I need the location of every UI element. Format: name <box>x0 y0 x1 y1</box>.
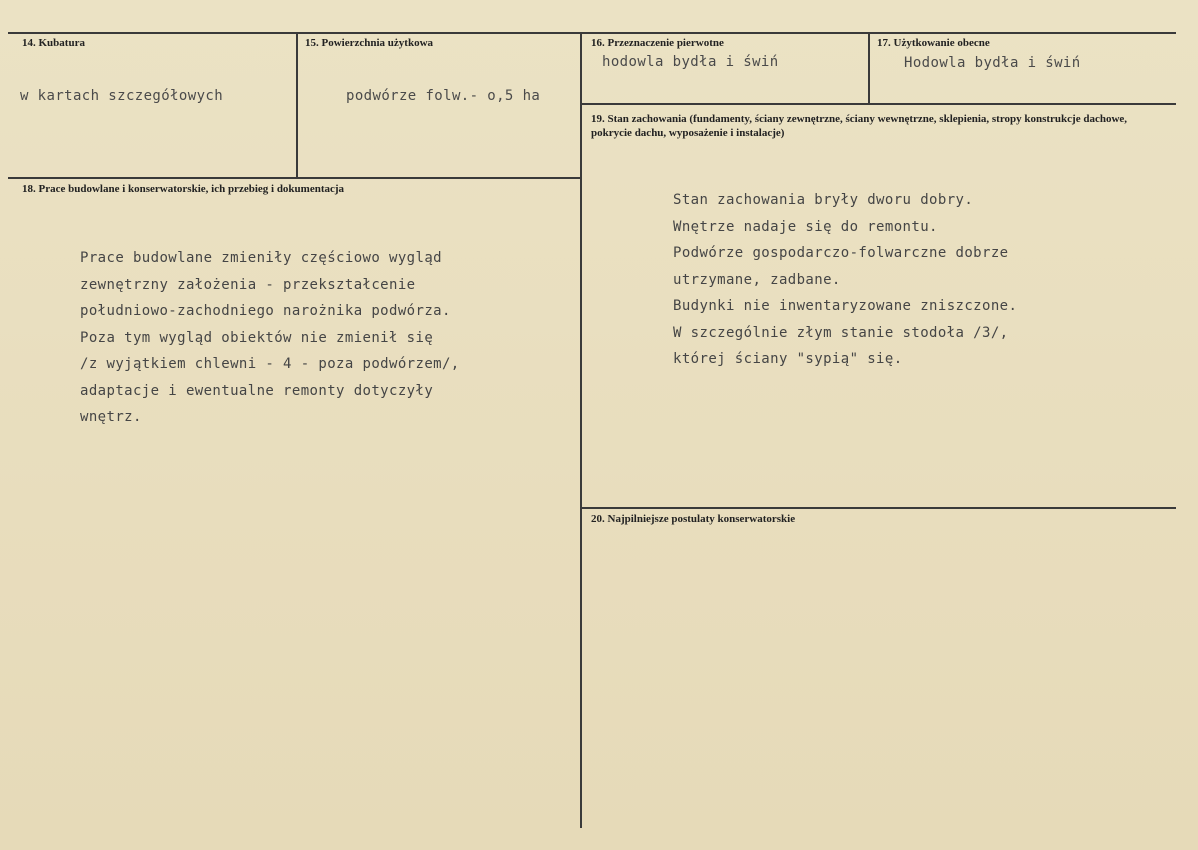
field-18-line: południowo-zachodniego narożnika podwórza. <box>80 303 451 319</box>
field-16-value: hodowla bydła i świń <box>602 54 779 70</box>
field-18-line: zewnętrzny założenia - przekształcenie <box>80 276 416 293</box>
field-19-line: W szczególnie złym stanie stodoła /3/, <box>673 324 1009 341</box>
divider-14-15 <box>296 33 298 177</box>
field-18-line: Poza tym wygląd obiektów nie zmienił się <box>80 329 434 346</box>
field-14-label: 14. Kubatura <box>22 37 85 49</box>
field-19-label: 19. Stan zachowania (fundamenty, ściany zewnętrzne, ściany wewnętrzne, sklepienia, stropy konstrukcje dachowe, pokrycie dachu, wyposażenie i instalacje) <box>591 113 1128 139</box>
field-19-line: Budynki nie inwentaryzowane zniszczone. <box>673 298 1018 314</box>
field-15-label: 15. Powierzchnia użytkowa <box>305 37 434 49</box>
field-19-text <box>673 187 1017 373</box>
divider-main <box>580 33 582 828</box>
field-19-line: Stan zachowania bryły dworu dobry. <box>673 192 974 208</box>
top-rule <box>8 32 1176 34</box>
field-18-text <box>80 245 460 431</box>
field-18-line: adaptacje i ewentualne remonty dotyczyły <box>80 382 434 399</box>
rule-after-row1-left <box>8 177 580 179</box>
field-19-line: utrzymane, zadbane. <box>673 271 841 288</box>
field-19-line: Wnętrze nadaje się do remontu. <box>673 218 938 235</box>
field-18-line: wnętrz. <box>80 409 142 425</box>
field-17-label: 17. Użytkowanie obecne <box>877 37 990 49</box>
divider-16-17 <box>868 33 870 103</box>
field-16-label: 16. Przeznaczenie pierwotne <box>591 37 724 49</box>
field-19-line: której ściany "sypią" się. <box>673 351 903 367</box>
rule-before-20 <box>582 507 1176 509</box>
rule-after-row1-right <box>582 103 1176 105</box>
field-15-value: podwórze folw.- o,5 ha <box>346 88 541 104</box>
field-18-line: /z wyjątkiem chlewni - 4 - poza podwórzem/, <box>80 356 460 372</box>
field-20-label: 20. Najpilniejsze postulaty konserwatorskie <box>591 513 796 525</box>
field-19-line: Podwórze gospodarczo-folwarczne dobrze <box>673 245 1009 261</box>
field-18-label: 18. Prace budowlane i konserwatorskie, ich przebieg i dokumentacja <box>22 183 345 195</box>
field-14-value: w kartach szczegółowych <box>20 88 224 104</box>
field-18-line: Prace budowlane zmieniły częściowo wygląd <box>80 250 442 266</box>
field-17-value: Hodowla bydła i świń <box>904 55 1081 71</box>
